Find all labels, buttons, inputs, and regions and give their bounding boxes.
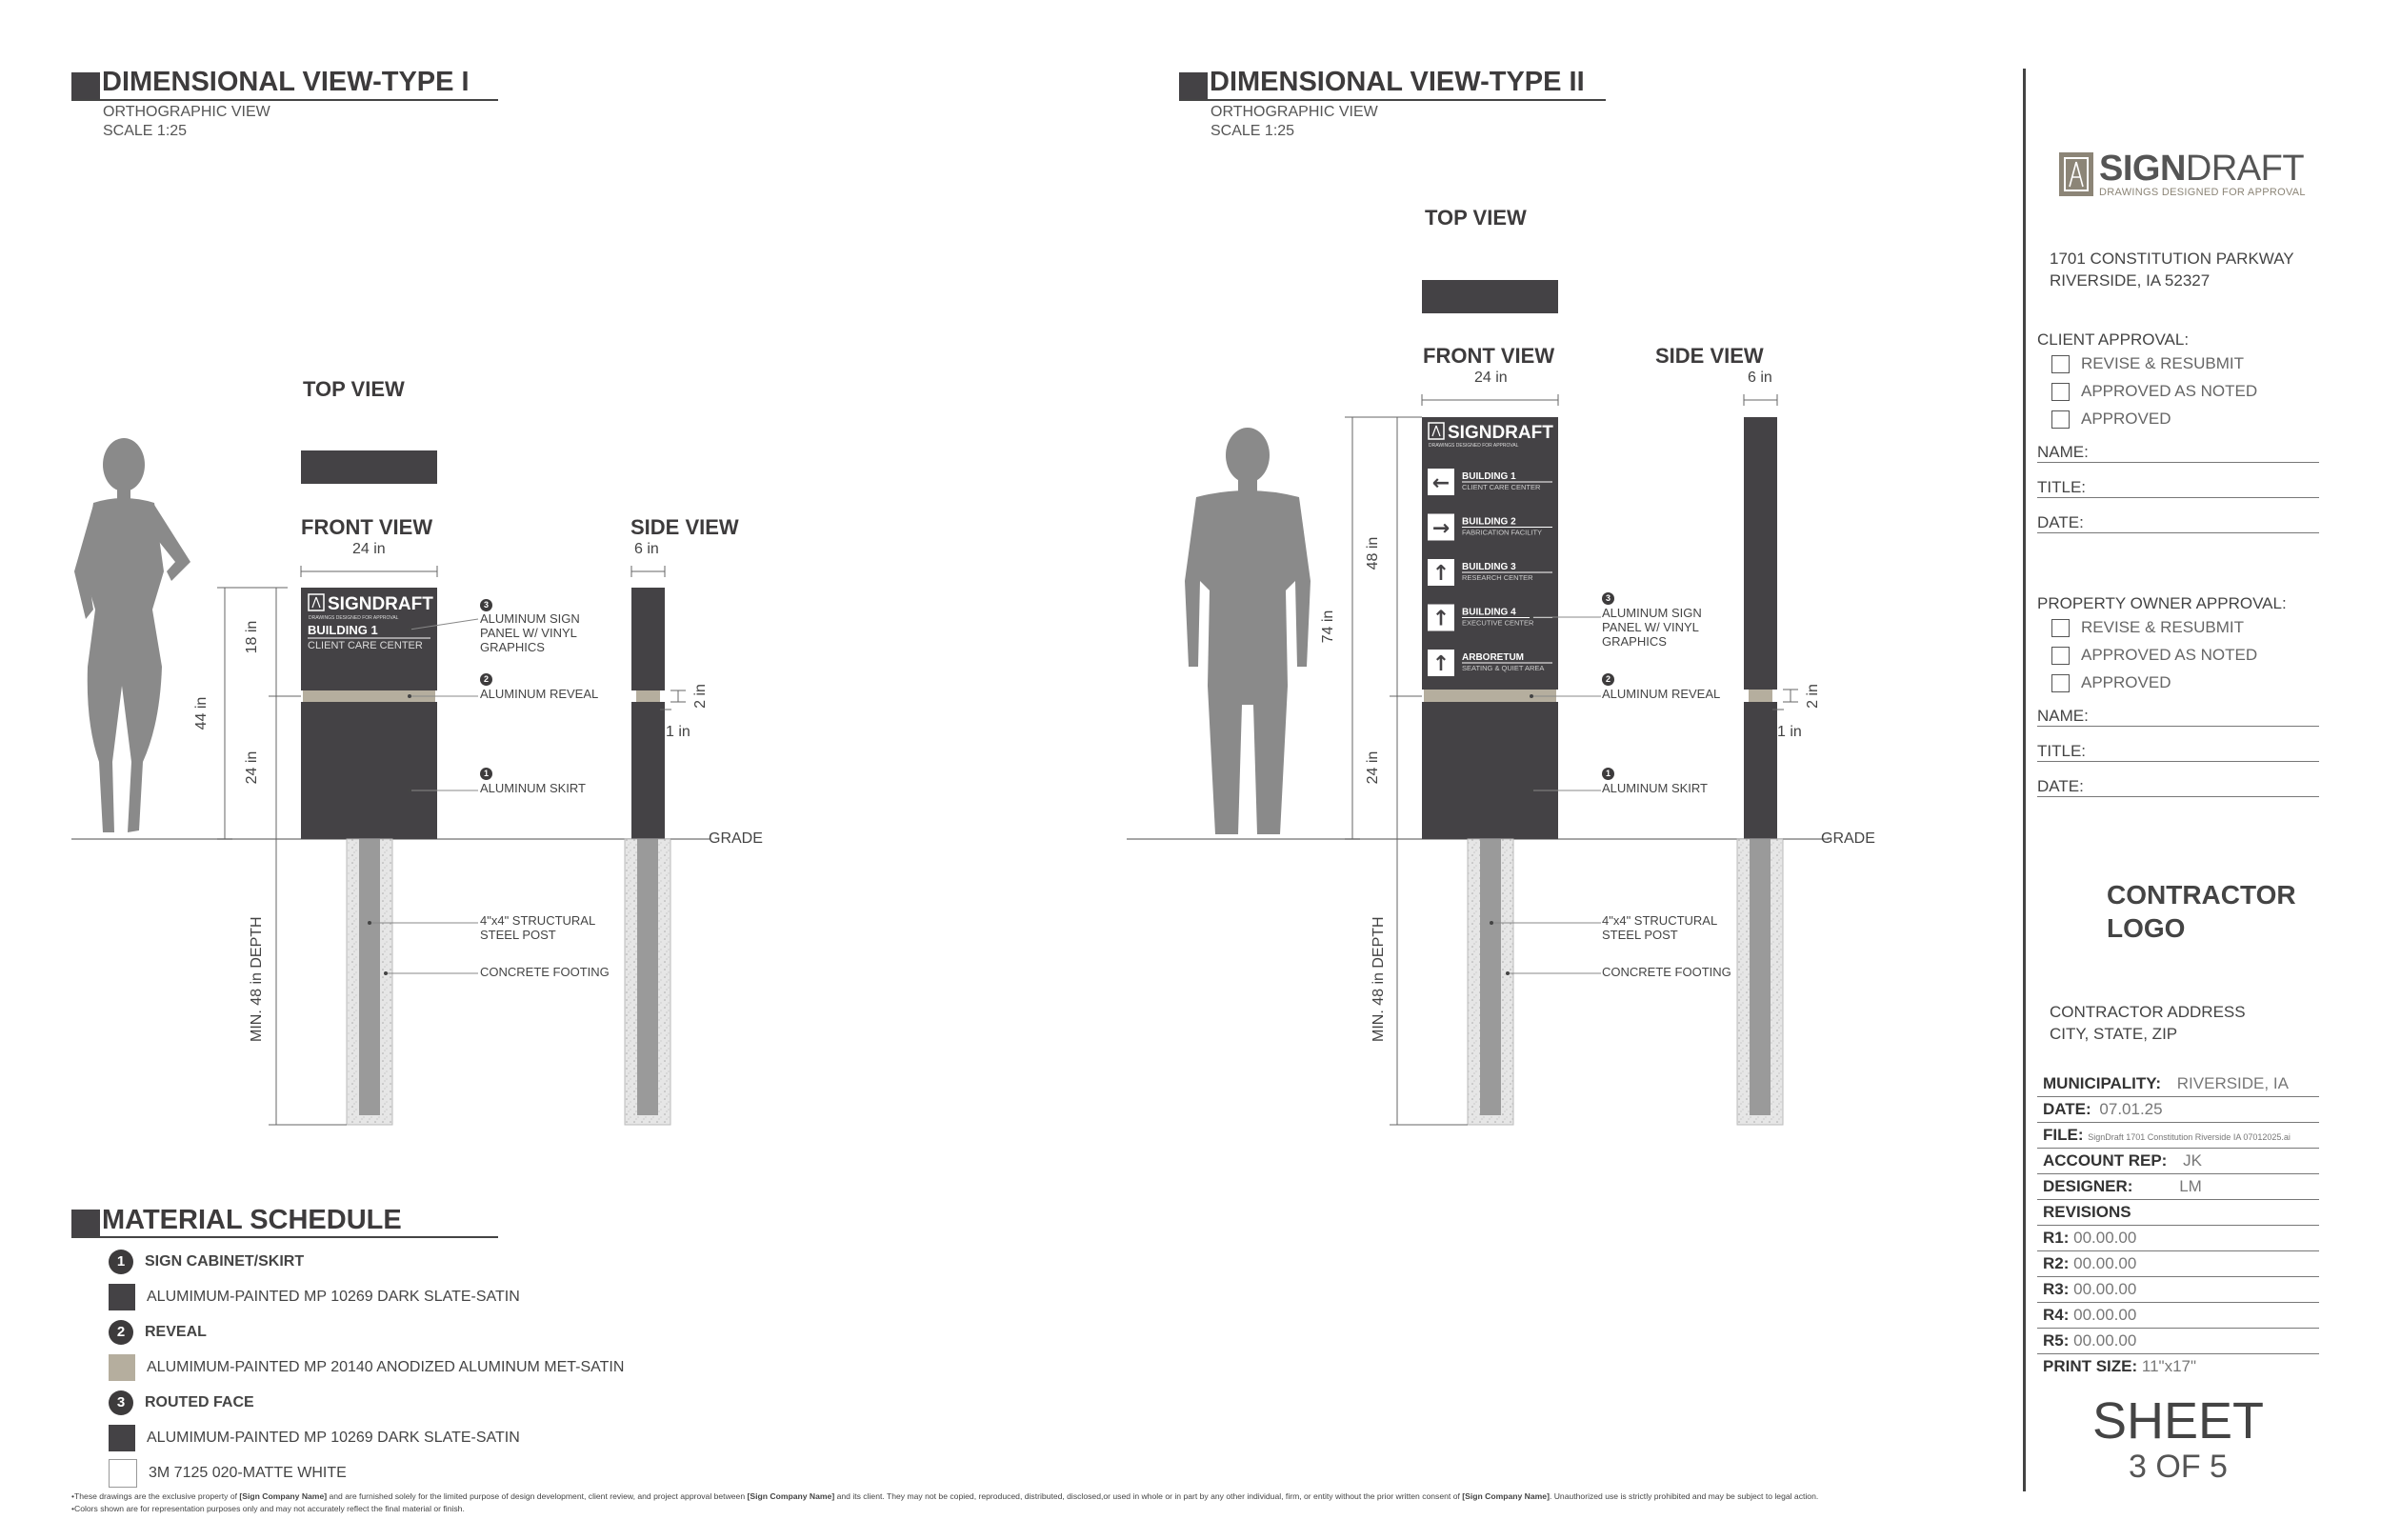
material-item [109, 1350, 624, 1385]
view2-total-dim: 74 in [1320, 610, 1336, 644]
footnote-text: . Unauthorized use is strictly prohibited and may be subject to legal action. [1549, 1491, 1819, 1501]
grade-label: GRADE [1821, 830, 1875, 847]
view2-panel-dim: 48 in [1365, 536, 1381, 570]
up-arrow-icon: ↑ [1431, 562, 1451, 586]
option-label: APPROVED AS NOTED [2081, 646, 2258, 664]
checkbox[interactable] [2051, 355, 2070, 373]
designer-value: LM [2179, 1177, 2202, 1195]
dimension-lines [1345, 394, 1798, 1125]
footnote-text: and are furnished solely for the limited purpose of design development, client review, and project approval between [327, 1491, 748, 1501]
side-post [1750, 839, 1771, 1115]
revision-row [2037, 1277, 2319, 1303]
title-block [2037, 1071, 2319, 1379]
steel-post [1480, 839, 1501, 1115]
revision-label: R4: [2043, 1306, 2070, 1324]
material-label: REVEAL [145, 1323, 207, 1340]
material-number: 1 [109, 1250, 133, 1274]
option-label: APPROVED [2081, 410, 2171, 428]
view2-reveal-dim: 2 in [1805, 684, 1821, 709]
up-arrow-icon: ↑ [1431, 652, 1451, 676]
material-swatch [109, 1284, 135, 1310]
footnote-text: •These drawings are the exclusive property of [71, 1491, 240, 1501]
revisions-label: REVISIONS [2043, 1203, 2131, 1221]
revision-row [2037, 1329, 2319, 1354]
woman-figure-icon [74, 438, 190, 832]
grade-label: GRADE [709, 830, 763, 847]
material-label: ROUTED FACE [145, 1393, 254, 1410]
footnote-text: and its client. They may not be copied, reproduced, distributed, disclosed,or used in whole or in part by any other individual, firm, or entity without the prior written consent of [834, 1491, 1463, 1501]
option-label: REVISE & RESUBMIT [2081, 618, 2244, 636]
logo-draft: DRAFT [2185, 149, 2305, 189]
view1-width-dim: 24 in [352, 541, 386, 557]
checkbox[interactable] [2051, 383, 2070, 401]
sheet-label: SHEET [2091, 1392, 2265, 1450]
right-arrow-icon: → [1431, 516, 1451, 541]
footnote-colors: •Colors shown are for representation purposes only and may not accurately reflect the final material or finish. [71, 1504, 465, 1513]
view1-drawing [71, 438, 710, 1125]
rep-value: JK [2183, 1151, 2202, 1170]
material-group-header [109, 1385, 624, 1420]
side-skirt [631, 702, 665, 839]
top-view-panel [301, 450, 437, 484]
title-marker [71, 1210, 100, 1238]
revision-value: 00.00.00 [2073, 1229, 2137, 1247]
leader-dot [1530, 789, 1533, 792]
contractor-logo-line1: CONTRACTOR [2107, 880, 2296, 910]
directory-desc: CLIENT CARE CENTER [1462, 483, 1541, 491]
approval-option[interactable] [2051, 646, 2257, 673]
callout-number: 3 [480, 599, 492, 611]
revision-value: 00.00.00 [2073, 1254, 2137, 1272]
directory-desc: EXECUTIVE CENTER [1462, 618, 1534, 628]
sign-logo-text: SIGNDRAFT [328, 594, 433, 614]
signdraft-logo-text [2099, 149, 2304, 190]
side-panel [1744, 417, 1777, 690]
approval-option[interactable] [2051, 618, 2257, 646]
signdraft-logo-tagline: DRAWINGS DESIGNED FOR APPROVAL [2099, 187, 2306, 198]
material-number: 3 [109, 1390, 133, 1415]
callout-number: 3 [1602, 592, 1614, 605]
designer-label: DESIGNER: [2043, 1177, 2133, 1195]
approval-option[interactable] [2051, 382, 2257, 410]
callout-footing: CONCRETE FOOTING [480, 965, 610, 979]
leader-dot [1530, 694, 1533, 698]
callout-panel: ALUMINUM SIGN PANEL W/ VINYL GRAPHICS [480, 611, 580, 654]
sign-building-name: BUILDING 1 [308, 623, 378, 637]
view1-subtitle-line2: SCALE 1:25 [103, 123, 188, 139]
revisions-row [2037, 1200, 2319, 1226]
callout-post: 4"x4" STRUCTURAL STEEL POST [1602, 913, 1717, 942]
material-swatch [109, 1459, 137, 1488]
material-schedule-list [109, 1244, 624, 1490]
top-view-panel [1422, 280, 1558, 313]
company-name: [Sign Company Name] [1462, 1491, 1550, 1501]
property-approval-heading: PROPERTY OWNER APPROVAL: [2037, 594, 2287, 612]
revision-row [2037, 1303, 2319, 1329]
side-reveal [636, 690, 660, 702]
view1-title: DIMENSIONAL VIEW-TYPE I [102, 67, 470, 97]
view1-subtitle-line1: ORTHOGRAPHIC VIEW [103, 104, 270, 120]
view1-skirt-dim: 24 in [244, 750, 260, 785]
material-swatch [109, 1425, 135, 1451]
steel-post [359, 839, 380, 1115]
contractor-address-line1: CONTRACTOR ADDRESS [2050, 1003, 2246, 1021]
directory-name: BUILDING 1 [1462, 471, 1516, 482]
material-item [109, 1455, 624, 1490]
view1-side-view-label: SIDE VIEW [630, 515, 739, 539]
view2-depth-dim: MIN. 48 in DEPTH [1371, 916, 1387, 1042]
callout-reveal: ALUMINUM REVEAL [480, 687, 599, 701]
view1-side-dim: 6 in [634, 541, 659, 557]
directory-name: BUILDING 3 [1462, 562, 1516, 572]
option-label: APPROVED AS NOTED [2081, 382, 2258, 400]
revision-label: R3: [2043, 1280, 2070, 1298]
material-label: ALUMIMUM-PAINTED MP 10269 DARK SLATE-SATIN [147, 1429, 520, 1446]
address-line1: 1701 CONSTITUTION PARKWAY [2050, 250, 2294, 268]
municipality-label: MUNICIPALITY: [2043, 1074, 2162, 1092]
municipality-row [2037, 1071, 2319, 1097]
checkbox[interactable] [2051, 619, 2070, 637]
leader-dot [1490, 921, 1493, 925]
up-arrow-icon: ↑ [1431, 607, 1451, 631]
client-date-field[interactable]: DATE: [2037, 513, 2319, 533]
approval-option[interactable] [2051, 673, 2257, 701]
sign-logo-tagline: DRAWINGS DESIGNED FOR APPROVAL [1429, 443, 1519, 449]
material-number: 2 [109, 1320, 133, 1345]
address-line2: RIVERSIDE, IA 52327 [2050, 271, 2211, 290]
leader-dot [1530, 615, 1533, 619]
view2-skirt-dim: 24 in [1365, 750, 1381, 785]
view2-reveal-side-dim: 1 in [1777, 724, 1802, 740]
side-post [637, 839, 658, 1115]
print-size-label: PRINT SIZE: [2043, 1357, 2138, 1375]
leader-dot [384, 971, 388, 975]
owner-date-field[interactable]: DATE: [2037, 777, 2319, 797]
material-swatch [109, 1354, 135, 1381]
company-name: [Sign Company Name] [239, 1491, 328, 1501]
directory-desc: SEATING & QUIET AREA [1462, 664, 1545, 672]
contractor-logo-placeholder [2107, 878, 2296, 945]
dimension-lines [217, 566, 686, 1125]
material-item [109, 1420, 624, 1455]
print-size-row [2037, 1354, 2319, 1379]
view1-front-view-label: FRONT VIEW [301, 515, 433, 539]
client-approval-options [2051, 354, 2257, 437]
revision-row [2037, 1251, 2319, 1277]
view1-top-view-label: TOP VIEW [303, 377, 405, 401]
file-label: FILE: [2043, 1126, 2084, 1144]
revision-label: R2: [2043, 1254, 2070, 1272]
callout-number: 1 [480, 768, 492, 780]
contractor-logo-line2: LOGO [2107, 913, 2186, 943]
sign-panel [1422, 417, 1558, 690]
title-underline [71, 1236, 498, 1238]
sidebar-divider [2023, 69, 2026, 1491]
sign-skirt [1422, 702, 1558, 839]
footnote-property [71, 1491, 1818, 1501]
leader-dot [1506, 971, 1510, 975]
leader-dot [408, 694, 411, 698]
designer-row [2037, 1174, 2319, 1200]
directory-desc: FABRICATION FACILITY [1462, 528, 1543, 537]
callout-number: 2 [480, 673, 492, 686]
client-approval-heading: CLIENT APPROVAL: [2037, 330, 2190, 349]
checkbox[interactable] [2051, 410, 2070, 429]
material-label: ALUMIMUM-PAINTED MP 10269 DARK SLATE-SATIN [147, 1288, 520, 1305]
rep-label: ACCOUNT REP: [2043, 1151, 2168, 1170]
company-name: [Sign Company Name] [747, 1491, 835, 1501]
date-row [2037, 1097, 2319, 1123]
view1-reveal-side-dim: 1 in [666, 724, 690, 740]
sign-skirt [301, 702, 437, 839]
approval-option[interactable] [2051, 354, 2257, 382]
side-panel [631, 588, 665, 690]
callout-reveal: ALUMINUM REVEAL [1602, 687, 1721, 701]
signdraft-logo-icon [2059, 152, 2093, 196]
owner-title-field[interactable]: TITLE: [2037, 742, 2319, 762]
revision-label: R5: [2043, 1331, 2070, 1350]
view2-drawing [1127, 280, 1829, 1125]
view1-panel-dim: 18 in [244, 620, 260, 654]
option-label: REVISE & RESUBMIT [2081, 354, 2244, 372]
sign-logo-tagline: DRAWINGS DESIGNED FOR APPROVAL [309, 615, 399, 621]
directory-name: BUILDING 4 [1462, 607, 1516, 618]
checkbox[interactable] [2051, 674, 2070, 692]
side-skirt [1744, 702, 1777, 839]
owner-name-field[interactable]: NAME: [2037, 707, 2319, 727]
callout-number: 2 [1602, 673, 1614, 686]
file-value: SignDraft 1701 Constitution Riverside IA 07012025.ai [2088, 1132, 2291, 1142]
directory-desc: RESEARCH CENTER [1462, 573, 1533, 582]
leader-dot [408, 789, 411, 792]
revision-value: 00.00.00 [2073, 1331, 2137, 1350]
view1-total-dim: 44 in [193, 696, 210, 730]
date-label: DATE: [2043, 1100, 2091, 1118]
logo-sign: SIGN [2099, 149, 2186, 189]
material-group-header [109, 1314, 624, 1350]
sheet-number: 3 OF 5 [2129, 1449, 2228, 1485]
company-address [2050, 248, 2294, 291]
client-title-field[interactable]: TITLE: [2037, 478, 2319, 498]
sign-logo-text: SIGNDRAFT [1448, 423, 1553, 443]
client-name-field[interactable]: NAME: [2037, 443, 2319, 463]
account-rep-row [2037, 1149, 2319, 1174]
property-approval-options [2051, 618, 2257, 701]
callout-footing: CONCRETE FOOTING [1602, 965, 1731, 979]
side-reveal [1749, 690, 1772, 702]
view2-subtitle-line1: ORTHOGRAPHIC VIEW [1211, 104, 1378, 120]
sign-building-desc: CLIENT CARE CENTER [308, 640, 423, 651]
revision-row [2037, 1226, 2319, 1251]
approval-option[interactable] [2051, 410, 2257, 437]
man-figure-icon [1185, 428, 1311, 834]
material-label: SIGN CABINET/SKIRT [145, 1252, 305, 1270]
view2-top-view-label: TOP VIEW [1425, 206, 1527, 230]
material-label: 3M 7125 020-MATTE WHITE [149, 1464, 347, 1481]
material-group-header [109, 1244, 624, 1279]
view2-side-dim: 6 in [1748, 370, 1772, 386]
contractor-address-line2: CITY, STATE, ZIP [2050, 1025, 2178, 1043]
view1-reveal-dim: 2 in [692, 684, 709, 709]
callout-post: 4"x4" STRUCTURAL STEEL POST [480, 913, 595, 942]
directory-name: ARBORETUM [1462, 652, 1524, 663]
revision-value: 00.00.00 [2073, 1280, 2137, 1298]
date-value: 07.01.25 [2099, 1100, 2163, 1118]
callout-skirt: ALUMINUM SKIRT [480, 781, 586, 795]
callout-number: 1 [1602, 768, 1614, 780]
callout-panel: ALUMINUM SIGN PANEL W/ VINYL GRAPHICS [1602, 606, 1702, 649]
material-label: ALUMIMUM-PAINTED MP 20140 ANODIZED ALUMINUM MET-SATIN [147, 1358, 625, 1375]
print-size-value: 11"x17" [2141, 1357, 2197, 1375]
revision-label: R1: [2043, 1229, 2070, 1247]
callout-skirt: ALUMINUM SKIRT [1602, 781, 1708, 795]
left-arrow-icon: ← [1431, 471, 1451, 495]
file-row [2037, 1123, 2319, 1149]
contractor-address [2050, 1001, 2246, 1045]
view2-width-dim: 24 in [1474, 370, 1508, 386]
view2-subtitle-line2: SCALE 1:25 [1211, 123, 1295, 139]
directory-name: BUILDING 2 [1462, 516, 1516, 528]
option-label: APPROVED [2081, 673, 2171, 691]
checkbox[interactable] [2051, 647, 2070, 665]
municipality-value: RIVERSIDE, IA [2176, 1074, 2289, 1092]
leader-dot [408, 628, 411, 631]
material-schedule-title: MATERIAL SCHEDULE [102, 1205, 402, 1235]
material-item [109, 1279, 624, 1314]
view1-depth-dim: MIN. 48 in DEPTH [249, 916, 265, 1042]
leader-dot [368, 921, 371, 925]
view2-side-view-label: SIDE VIEW [1655, 344, 1764, 368]
view2-front-view-label: FRONT VIEW [1423, 344, 1555, 368]
revision-value: 00.00.00 [2073, 1306, 2137, 1324]
view2-title: DIMENSIONAL VIEW-TYPE II [1210, 67, 1585, 97]
